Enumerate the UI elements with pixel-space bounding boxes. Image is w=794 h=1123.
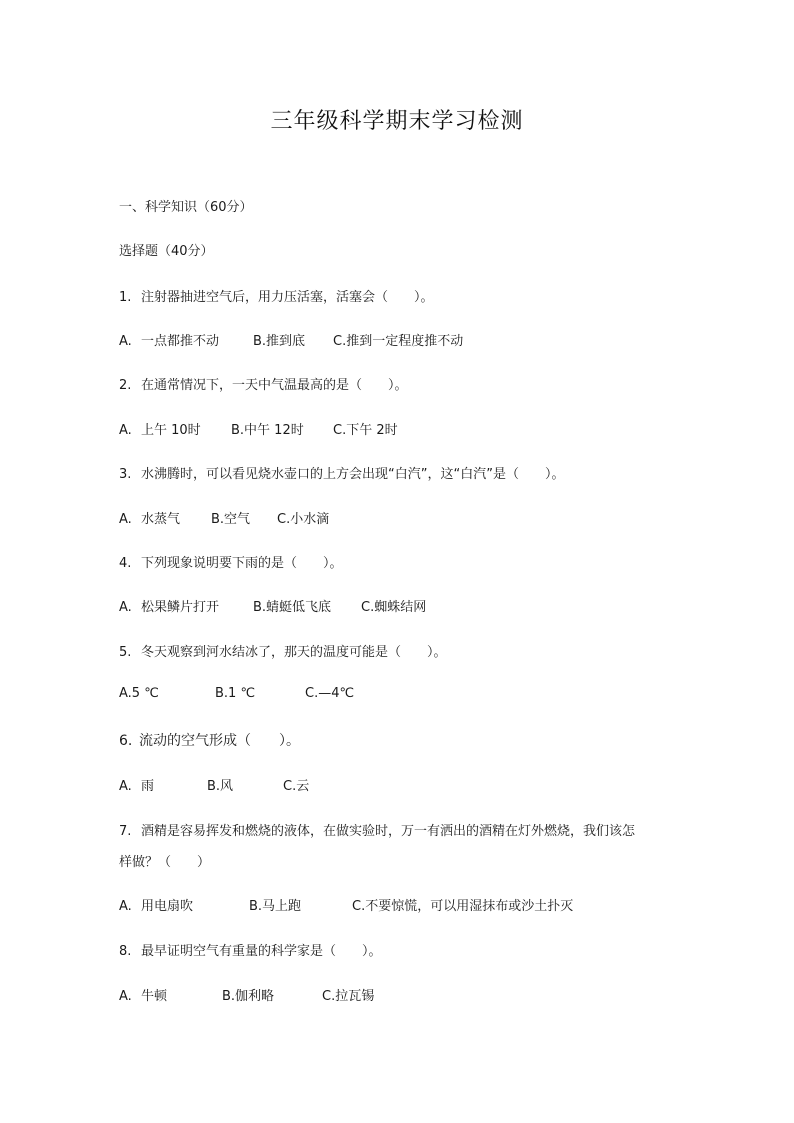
question-text: 注射器抽进空气后，用力压活塞，活塞会（ ）。 (141, 290, 434, 305)
question-number: 3. (119, 467, 132, 482)
option-a: 用电扇吹 (141, 899, 194, 914)
page-title: 三年级科学期末学习检测 (270, 109, 524, 134)
question-text: 水沸腾时，可以看见烧水壶口的上方会出现“白汽”，这“白汽”是（ ）。 (141, 467, 565, 482)
question-number: 5. (119, 645, 132, 660)
option-c: C.小水滴 (277, 512, 330, 527)
option-label: A. (119, 989, 132, 1004)
question-1-options (119, 330, 463, 349)
option-a: 牛顿 (141, 989, 168, 1004)
question-1 (119, 286, 434, 305)
question-text: 酒精是容易挥发和燃烧的液体，在做实验时，万一有洒出的酒精在灯外燃烧，我们该怎 (141, 824, 636, 839)
option-a: 松果鳞片打开 (141, 600, 220, 615)
option-c: C.云 (283, 779, 310, 794)
question-7-continued (119, 851, 210, 870)
option-c: C.蜘蛛结网 (361, 600, 427, 615)
option-a: 上午 10时 (141, 423, 201, 438)
question-text: 在通常情况下，一天中气温最高的是（ ）。 (141, 378, 408, 393)
question-text: 样做？（ ） (119, 855, 211, 870)
option-c: C.不要惊慌，可以用湿抹布或沙土扑灭 (352, 899, 574, 914)
question-3-options (119, 508, 329, 527)
option-label: A. (119, 600, 132, 615)
option-b: B.1 ℃ (215, 686, 256, 701)
section-heading: 一、科学知识（60分） (119, 200, 253, 215)
question-text: 流动的空气形成（ ）。 (139, 733, 300, 749)
option-label: A. (119, 779, 132, 794)
question-3 (119, 463, 564, 482)
option-c: C.拉瓦锡 (322, 989, 375, 1004)
question-number: 8. (119, 944, 132, 959)
question-5-options (119, 686, 354, 701)
option-b: B.推到底 (253, 334, 306, 349)
question-8 (119, 940, 382, 959)
question-number: 1. (119, 290, 132, 305)
option-c: C.下午 2时 (333, 423, 398, 438)
question-text: 下列现象说明要下雨的是（ ）。 (141, 556, 343, 571)
question-4 (119, 552, 343, 571)
question-6-options (119, 775, 309, 794)
option-label: A. (119, 512, 132, 527)
option-b: B.蜻蜓低飞底 (253, 600, 332, 615)
question-2-options (119, 419, 398, 438)
option-a: 水蒸气 (141, 512, 181, 527)
question-number: 7. (119, 824, 132, 839)
option-label: A. (119, 334, 132, 349)
option-b: B.风 (207, 779, 234, 794)
question-7-options (119, 895, 573, 914)
option-a: A.5 ℃ (119, 686, 159, 701)
subsection-heading: 选择题（40分） (119, 244, 214, 259)
question-number: 2. (119, 378, 132, 393)
option-label: A. (119, 899, 132, 914)
question-text: 冬天观察到河水结冰了，那天的温度可能是（ ）。 (141, 645, 447, 660)
question-number: 4. (119, 556, 132, 571)
option-label: A. (119, 423, 132, 438)
option-c: C.推到一定程度推不动 (333, 334, 464, 349)
question-6 (119, 730, 300, 750)
question-2 (119, 374, 408, 393)
question-8-options (119, 985, 374, 1004)
question-5 (119, 641, 447, 660)
option-b: B.中午 12时 (231, 423, 304, 438)
option-b: B.伽利略 (222, 989, 275, 1004)
question-4-options (119, 596, 426, 615)
option-b: B.空气 (211, 512, 251, 527)
question-7 (119, 820, 635, 839)
question-text: 最早证明空气有重量的科学家是（ ）。 (141, 944, 382, 959)
option-c: C.—4℃ (305, 686, 355, 701)
question-number: 6. (119, 733, 133, 749)
option-a: 雨 (141, 779, 155, 794)
option-b: B.马上跑 (249, 899, 302, 914)
option-a: 一点都推不动 (141, 334, 220, 349)
